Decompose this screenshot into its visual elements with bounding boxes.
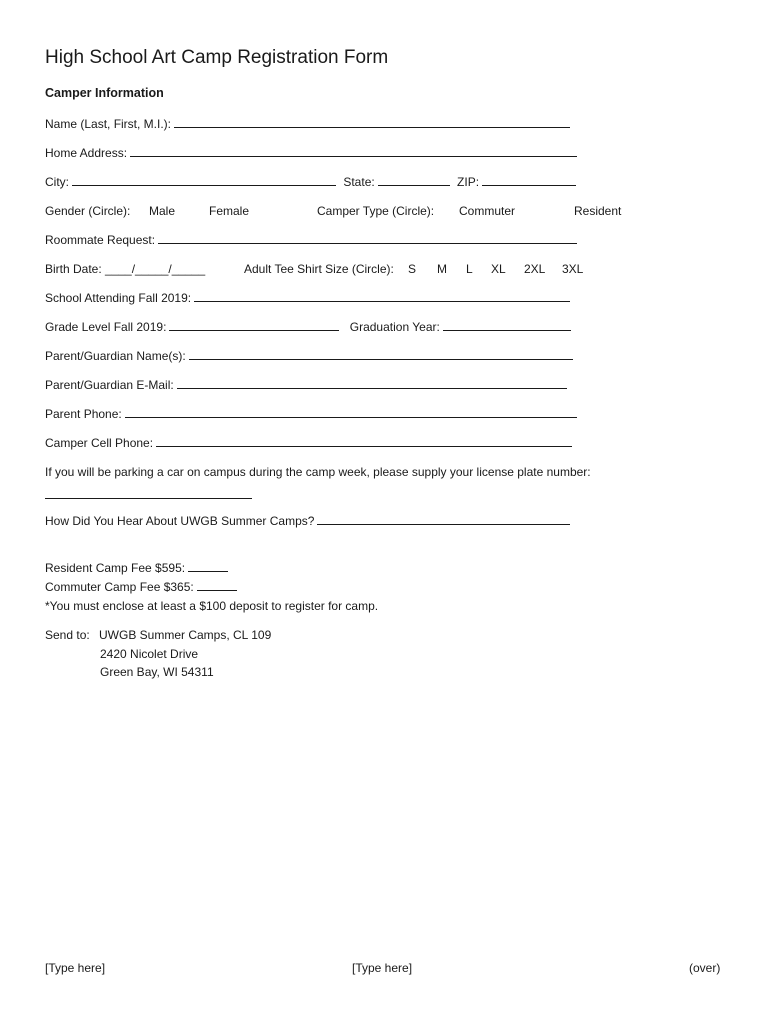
parent-phone-row [45,406,577,422]
section-heading-camper-information: Camper Information [45,86,164,100]
send-to-label: Send to: [45,628,90,642]
grade-graduation-row [45,319,571,335]
license-plate-field[interactable] [45,487,252,499]
home-address-field[interactable] [130,145,577,157]
school-attending-row [45,290,570,306]
camper-cell-row [45,435,572,451]
resident-fee-field[interactable] [188,560,228,572]
parent-names-row [45,348,573,364]
camper-cell-field[interactable] [156,435,572,447]
resident-fee-label: Resident Camp Fee $595: [45,561,186,575]
gender-label: Gender (Circle): [45,204,131,218]
tee-shirt-label: Adult Tee Shirt Size (Circle): [244,262,394,276]
footer-left: [Type here] [45,961,106,975]
gender-option-female[interactable]: Female [209,204,250,218]
parent-names-label: Parent/Guardian Name(s): [45,349,186,363]
city-label: City: [45,175,69,189]
graduation-year-label: Graduation Year: [349,320,440,334]
school-attending-field[interactable] [194,290,570,302]
grade-level-label: Grade Level Fall 2019: [45,320,167,334]
commuter-fee-row [45,579,237,595]
birth-date-field[interactable]: Birth Date: ____/_____/_____ [45,262,206,276]
school-attending-label: School Attending Fall 2019: [45,291,192,305]
send-to-address-line2: 2420 Nicolet Drive [100,647,199,661]
camper-cell-label: Camper Cell Phone: [45,436,154,450]
size-option-m[interactable]: M [437,262,447,276]
camper-type-label: Camper Type (Circle): [317,204,435,218]
camper-type-option-commuter[interactable]: Commuter [459,204,516,218]
parent-phone-label: Parent Phone: [45,407,122,421]
form-title: High School Art Camp Registration Form [45,47,389,68]
parking-note: If you will be parking a car on campus during the camp week, please supply your license plate number: [45,465,591,479]
size-option-s[interactable]: S [408,262,417,276]
grade-level-field[interactable] [169,319,339,331]
hear-about-field[interactable] [317,513,570,525]
name-row [45,116,570,132]
send-to-address-line3: Green Bay, WI 54311 [100,665,214,679]
send-to-address-line1: UWGB Summer Camps, CL 109 [99,628,272,642]
footer-center: [Type here] [352,961,413,975]
parent-email-label: Parent/Guardian E-Mail: [45,378,174,392]
size-option-2xl[interactable]: 2XL [524,262,546,276]
parent-email-row [45,377,567,393]
name-label: Name (Last, First, M.I.): [45,117,172,131]
size-option-l[interactable]: L [466,262,473,276]
gender-option-male[interactable]: Male [149,204,176,218]
footer-right: (over) [689,961,721,975]
size-option-3xl[interactable]: 3XL [562,262,584,276]
name-field[interactable] [174,116,570,128]
roommate-field[interactable] [158,232,577,244]
commuter-fee-field[interactable] [197,579,237,591]
size-option-xl[interactable]: XL [491,262,506,276]
zip-field[interactable] [482,174,576,186]
city-field[interactable] [72,174,336,186]
commuter-fee-label: Commuter Camp Fee $365: [45,580,194,594]
roommate-label: Roommate Request: [45,233,156,247]
graduation-year-field[interactable] [443,319,571,331]
home-address-label: Home Address: [45,146,128,160]
resident-fee-row [45,560,228,576]
parent-names-field[interactable] [189,348,573,360]
state-label: State: [343,175,375,189]
parent-phone-field[interactable] [125,406,577,418]
hear-about-label: How Did You Hear About UWGB Summer Camps? [45,514,315,528]
parent-email-field[interactable] [177,377,567,389]
city-state-zip-row [45,174,576,190]
roommate-row [45,232,577,248]
hear-about-row [45,513,570,529]
camper-type-option-resident[interactable]: Resident [574,204,622,218]
zip-label: ZIP: [457,175,480,189]
home-address-row [45,145,577,161]
deposit-note: *You must enclose at least a $100 deposit to register for camp. [45,599,379,613]
state-field[interactable] [378,174,450,186]
